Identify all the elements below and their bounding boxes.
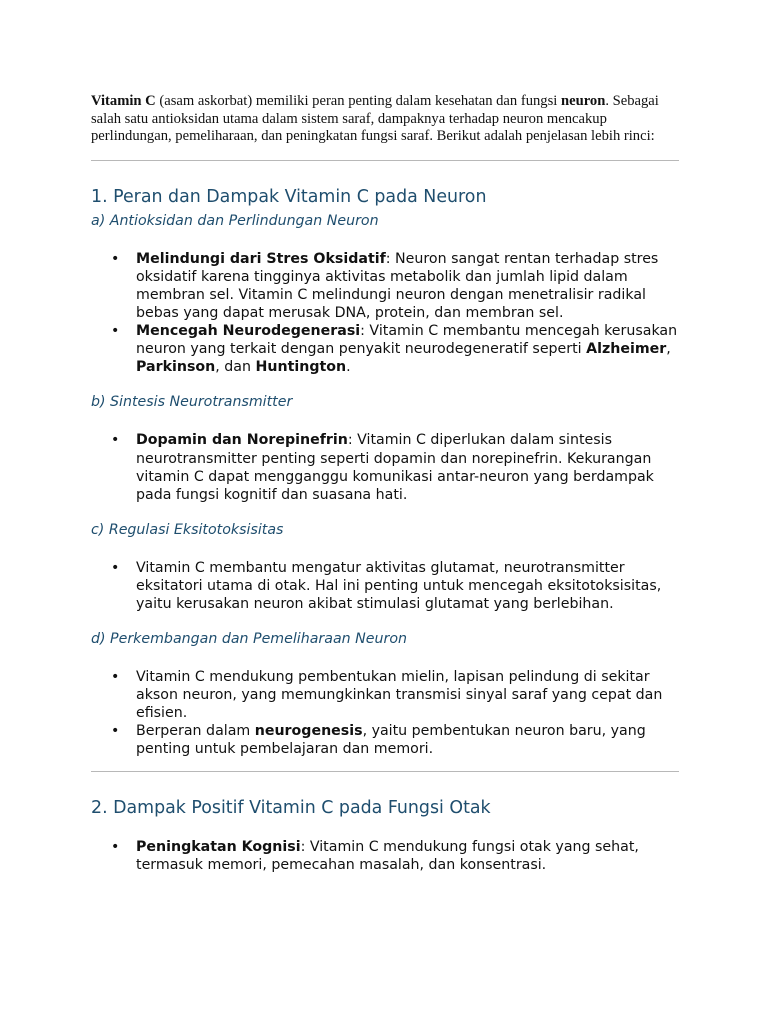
subsection-c-heading: c) Regulasi Eksitotoksisitas bbox=[91, 521, 284, 538]
item-term: Peningkatan Kognisi bbox=[136, 838, 301, 855]
list-item bbox=[91, 722, 679, 758]
bullet-icon: • bbox=[111, 559, 120, 576]
bullet-icon: • bbox=[111, 669, 120, 686]
intro-text-2: . Sebagai salah satu antioksidan utama dalam sistem saraf, dampaknya terhadap neuron mencakup perlindungan, pemeliharaan, dan peningkatan fungsi saraf. Berikut adalah penjelasan lebih rinci: bbox=[91, 93, 659, 145]
subsection-a-list bbox=[91, 250, 679, 377]
item-text: : Neuron sangat rentan terhadap stres oksidatif karena tingginya aktivitas metabolik dan jumlah lipid dalam membran sel. Vitamin C melindungi neuron dengan menetralisir radikal bebas yang dapat merusak DNA, protein, dan membran sel. bbox=[136, 250, 659, 322]
item-text: Vitamin C mendukung pembentukan mielin, lapisan pelindung di sekitar akson neuron, yang memungkinkan transmisi sinyal saraf yang cepat dan efisien. bbox=[136, 669, 663, 722]
bullet-icon: • bbox=[111, 838, 120, 855]
list-item bbox=[91, 838, 679, 874]
item-term: Melindungi dari Stres Oksidatif bbox=[136, 250, 386, 267]
list-item bbox=[91, 559, 679, 613]
item-text: : Vitamin C mendukung fungsi otak yang sehat, termasuk memori, pemecahan masalah, dan konsentrasi. bbox=[136, 838, 639, 873]
item-text: : Vitamin C diperlukan dalam sintesis neurotransmitter penting seperti dopamin dan norepinefrin. Kekurangan vitamin C dapat mengganggu komunikasi antar-neuron yang berdampak pada fungsi kognitif dan suasana hati. bbox=[136, 432, 654, 503]
item-text: : Vitamin C membantu mencegah kerusakan neuron yang terkait dengan penyakit neurodegeneratif seperti bbox=[136, 323, 678, 358]
list-item bbox=[91, 250, 679, 322]
list-item bbox=[91, 322, 679, 376]
subsection-a-heading: a) Antioksidan dan Perlindungan Neuron bbox=[91, 212, 379, 229]
intro-term-vitamin-c: Vitamin C bbox=[91, 93, 156, 109]
bullet-icon: • bbox=[111, 723, 120, 740]
subsection-d-heading: d) Perkembangan dan Pemeliharaan Neuron bbox=[91, 631, 407, 648]
item-text: , bbox=[666, 341, 671, 358]
subsection-b-list bbox=[91, 431, 679, 503]
item-term: Mencegah Neurodegenerasi bbox=[136, 323, 361, 340]
subsection-b-heading: b) Sintesis Neurotransmitter bbox=[91, 394, 293, 411]
item-term-neurogenesis: neurogenesis bbox=[254, 723, 363, 740]
item-term-alzheimer: Alzheimer bbox=[586, 341, 667, 358]
item-text: , yaitu pembentukan neuron baru, yang penting untuk pembelajaran dan memori. bbox=[136, 723, 646, 758]
subsection-c-list bbox=[91, 559, 679, 613]
section-1-heading: 1. Peran dan Dampak Vitamin C pada Neuron bbox=[91, 186, 487, 207]
list-item bbox=[91, 431, 679, 503]
intro-paragraph bbox=[91, 93, 679, 146]
bullet-icon: • bbox=[111, 250, 120, 267]
item-text: . bbox=[346, 359, 351, 376]
section-2-list bbox=[91, 838, 679, 874]
item-text: Vitamin C membantu mengatur aktivitas glutamat, neurotransmitter eksitatori utama di otak. Hal ini penting untuk mencegah eksitotoksisitas, yaitu kerusakan neuron akibat stimulasi glutamat yang berlebihan. bbox=[136, 559, 662, 612]
intro-term-neuron: neuron bbox=[561, 93, 606, 109]
item-term-huntington: Huntington bbox=[255, 359, 347, 376]
section-2-heading: 2. Dampak Positif Vitamin C pada Fungsi Otak bbox=[91, 797, 491, 818]
item-text-pre: Berperan dalam bbox=[136, 723, 255, 740]
item-term: Dopamin dan Norepinefrin bbox=[136, 432, 348, 449]
item-term-parkinson: Parkinson bbox=[136, 359, 216, 376]
bullet-icon: • bbox=[111, 432, 120, 449]
bullet-icon: • bbox=[111, 323, 120, 340]
document-page bbox=[91, 93, 679, 874]
subsection-d-list bbox=[91, 668, 679, 758]
list-item bbox=[91, 668, 679, 722]
item-text: , dan bbox=[215, 359, 256, 376]
intro-text-1: (asam askorbat) memiliki peran penting dalam kesehatan dan fungsi bbox=[155, 93, 561, 109]
